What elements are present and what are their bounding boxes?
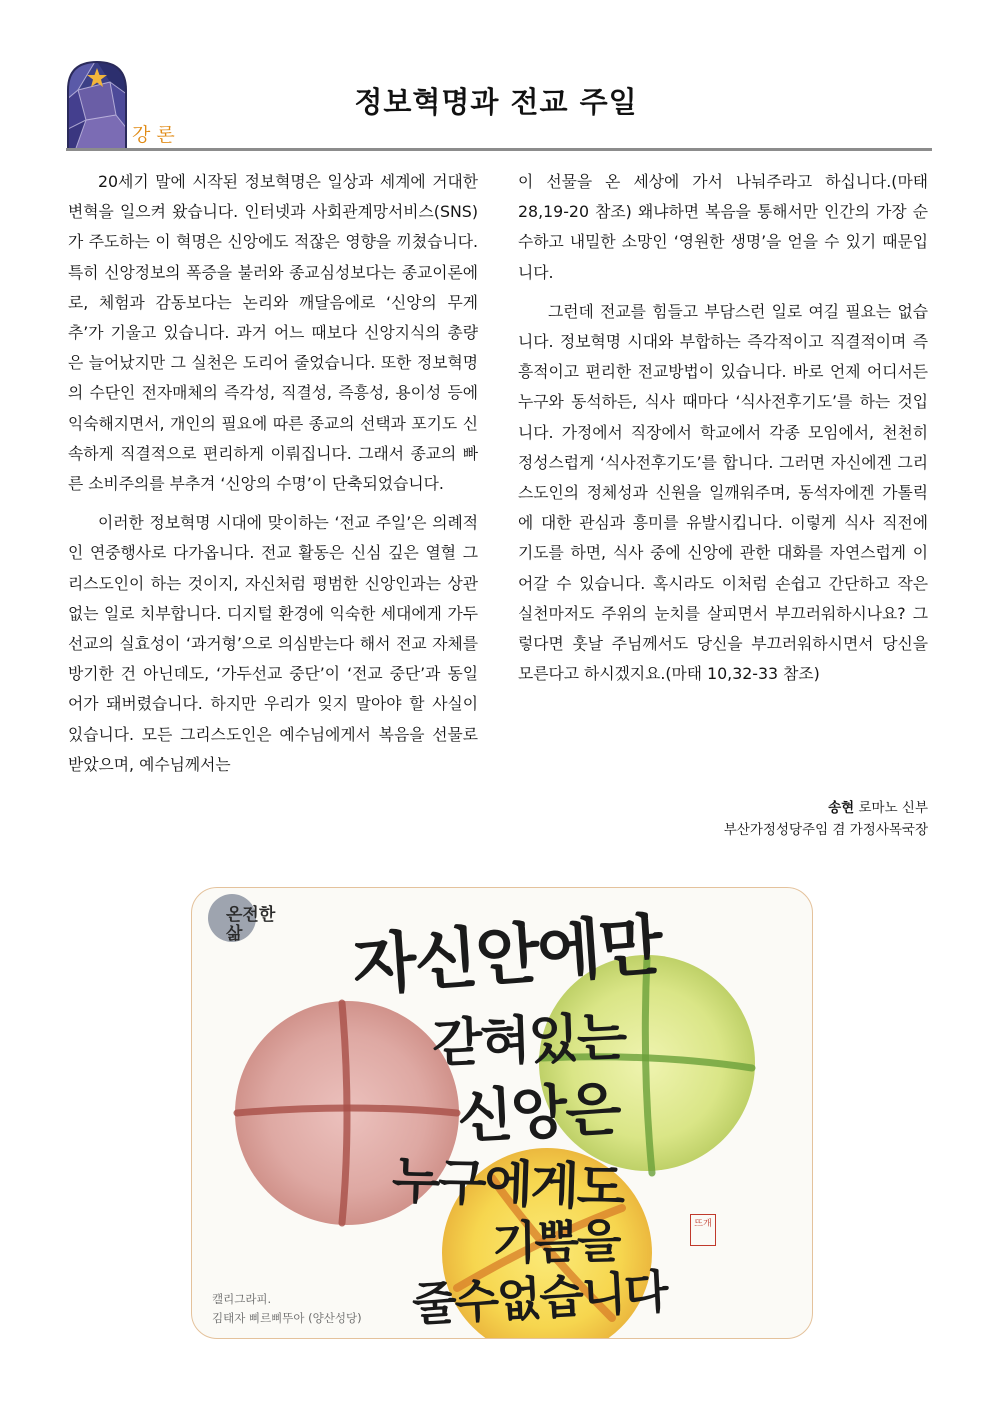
page-title: 정보혁명과 전교 주일 <box>354 85 638 119</box>
calligraphy-line: 갇혀있는 <box>431 1006 627 1075</box>
left-column <box>68 167 478 780</box>
calligraphy-card <box>191 887 813 1339</box>
calligraphy-line: 신앙은 <box>455 1074 622 1152</box>
signature <box>724 797 928 841</box>
paragraph: 20세기 말에 시작된 정보혁명은 일상과 세계에 거대한 변혁을 일으켜 왔습니다. 인터넷과 사회관계망서비스(SNS)가 주도하는 이 혁명은 신앙에도 적잖은 영향을 끼쳤습니다. 특히 신앙정보의 폭증을 불러와 종교심성보다는 종교이론에로, 체험과 감동보다는 논리와 깨달음에로 ‘신앙의 무게추’가 기울고 있습니다. 과거 어느 때보다 신앙지식의 총량은 늘어났지만 그 실천은 도리어 줄었습니다. 또한 정보혁명의 수단인 전자매체의 즉각성, 직결성, 즉흥성, 용이성 등에 익숙해지면서, 개인의 필요에 따른 종교의 선택과 포기도 신속하게 직결적으로 편리하게 이뤄집니다. 그래서 종교의 빠른 소비주의를 부추겨 ‘신앙의 수명’이 단축되었습니다. <box>68 172 478 494</box>
author-position: 부산가정성당주임 겸 가정사목국장 <box>723 822 928 838</box>
caption-line: 캘리그라피. <box>212 1292 272 1306</box>
calligraphy-line: 기쁨을 <box>491 1213 620 1271</box>
paragraph: 이 선물을 온 세상에 가서 나눠주라고 하십니다.(마태 28,19-20 참조) 왜냐하면 복음을 통해서만 인간의 가장 순수하고 내밀한 소망인 ‘영원한 생명’을 얻을 수 있기 때문입니다. <box>518 172 928 282</box>
calligraphy-line: 누구에게도 <box>390 1149 625 1218</box>
section-tag: 강론 <box>132 124 181 146</box>
artwork-caption <box>212 1290 362 1328</box>
calligraphy-line: 줄수없습니다 <box>410 1264 669 1332</box>
right-column <box>518 167 928 689</box>
calligraphy-line: 자신안에만 <box>350 905 664 1005</box>
artist-seal: 뜨개 <box>690 1214 716 1246</box>
author-name: 송현 <box>828 800 855 816</box>
header-divider <box>66 148 932 151</box>
paragraph: 그런데 전교를 힘들고 부담스런 일로 여길 필요는 없습니다. 정보혁명 시대와 부합하는 즉각적이고 직결적이며 즉흥적이고 편리한 전교방법이 있습니다. 바로 언제 어디서든 누구와 동석하든, 식사 때마다 ‘식사전후기도’를 하는 것입니다. 가정에서 직장에서 학교에서 각종 모임에서, 천천히 정성스럽게 ‘식사전후기도’를 합니다. 그러면 자신에겐 그리스도인의 정체성과 신원을 일깨워주며, 동석자에겐 가톨릭에 대한 관심과 흥미를 유발시킵니다. 이렇게 식사 직전에 기도를 하면, 식사 중에 신앙에 관한 대화를 자연스럽게 이어갈 수 있습니다. 혹시라도 이처럼 손쉽고 간단하고 작은 실천마저도 주위의 눈치를 살피면서 부끄러워하시나요? 그렇다면 훗날 주님께서도 당신을 부끄러워하시면서 당신을 모른다고 하시겠지요.(마태 10,32-33 참조) <box>518 301 928 684</box>
paragraph: 이러한 정보혁명 시대에 맞이하는 ‘전교 주일’은 의례적인 연중행사로 다가옵니다. 전교 활동은 신심 깊은 열혈 그리스도인이 하는 것이지, 자신처럼 평범한 신앙인과는 상관없는 일로 치부합니다. 디지털 환경에 익숙한 세대에게 가두선교의 실효성이 ‘과거형’으로 의심받는다 해서 전교 자체를 방기한 건 아닌데도, ‘가두선교 중단’이 ‘전교 중단’과 동일어가 돼버렸습니다. 하지만 우리가 잊지 말아야 할 사실이 있습니다. 모든 그리스도인은 예수님에게서 복음을 선물로 받았으며, 예수님께서는 <box>68 513 478 774</box>
caption-line: 김태자 삐르삐뚜아 (양산성당) <box>212 1311 362 1325</box>
badge-text: 온전한삶 <box>226 905 276 944</box>
signature-line <box>724 797 928 819</box>
author-title: 로마노 신부 <box>858 800 928 816</box>
